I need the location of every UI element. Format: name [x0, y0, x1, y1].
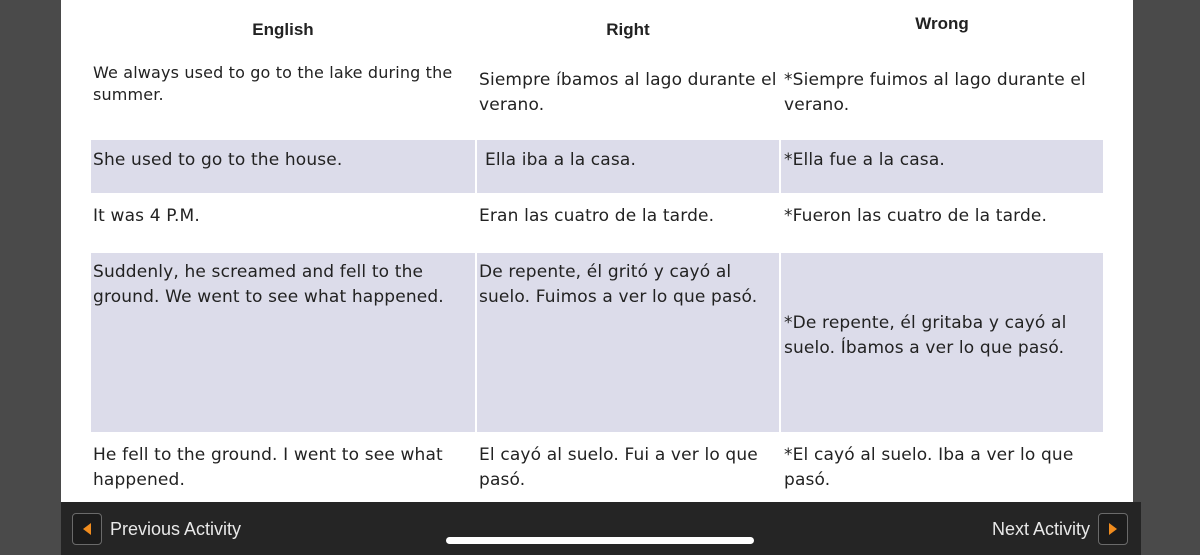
cell-right: De repente, él gritó y cayó al suelo. Fuimos a ver lo que pasó. — [477, 253, 779, 432]
header-wrong: Wrong — [915, 14, 969, 33]
cell-right: Eran las cuatro de la tarde. — [479, 206, 715, 226]
cell-english: She used to go to the house. — [91, 140, 475, 193]
cell-english: Suddenly, he screamed and fell to the ground. We went to see what happened. — [91, 253, 475, 432]
cell-right: Siempre íbamos al lago durante el verano. — [479, 70, 777, 115]
cell-wrong: *Ella fue a la casa. — [781, 140, 1103, 193]
cell-wrong: *El cayó al suelo. Iba a ver lo que pasó. — [784, 445, 1074, 490]
home-indicator[interactable] — [446, 537, 754, 544]
activity-content-panel — [61, 0, 1133, 502]
cell-english: We always used to go to the lake during the summer. — [93, 63, 453, 104]
previous-activity-label[interactable]: Previous Activity — [110, 518, 242, 539]
next-activity-button[interactable] — [984, 512, 1128, 546]
previous-activity-button[interactable] — [72, 512, 249, 546]
cell-right: Ella iba a la casa. — [477, 140, 779, 193]
header-right: Right — [606, 20, 650, 39]
cell-wrong: *Siempre fuimos al lago durante el verano. — [784, 70, 1086, 115]
cell-wrong: *De repente, él gritaba y cayó al suelo. Íbamos a ver lo que pasó. — [781, 253, 1103, 432]
cell-right: El cayó al suelo. Fui a ver lo que pasó. — [479, 445, 758, 490]
header-english: English — [252, 20, 314, 39]
activity-nav-bar — [61, 502, 1141, 555]
next-activity-label[interactable]: Next Activity — [991, 518, 1090, 539]
cell-wrong: *Fueron las cuatro de la tarde. — [784, 206, 1048, 226]
cell-english: He fell to the ground. I went to see what happened. — [93, 445, 443, 490]
cell-english: It was 4 P.M. — [93, 206, 200, 226]
right-arrow-icon[interactable] — [1098, 513, 1128, 545]
left-arrow-icon[interactable] — [72, 513, 102, 545]
